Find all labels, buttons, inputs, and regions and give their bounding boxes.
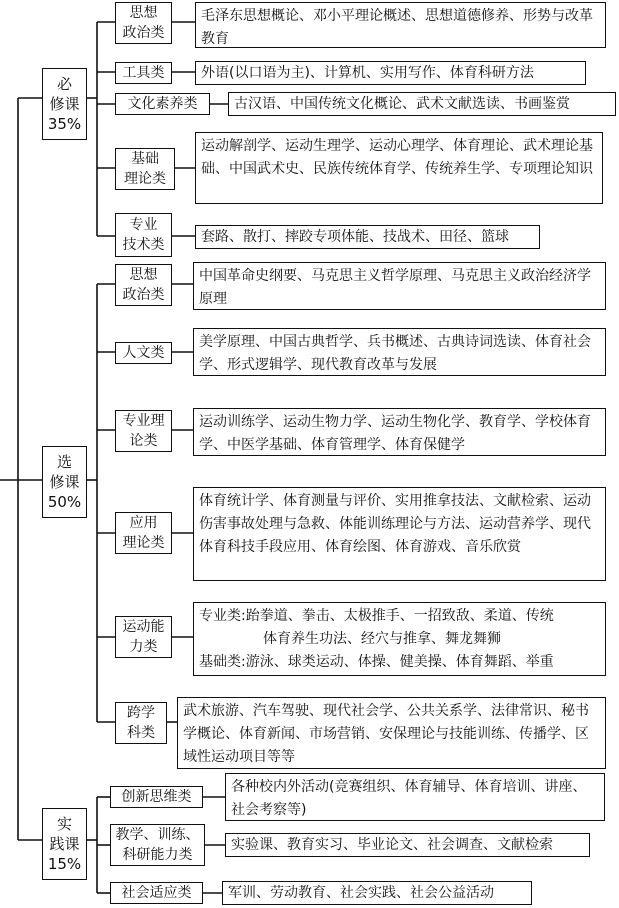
category-box: 运动能 力类 xyxy=(115,616,172,658)
course-list-box: 毛泽东思想概论、邓小平理论概述、思想道德修养、形势与改革教育 xyxy=(195,2,606,48)
course-list-box: 外语(以口语为主)、计算机、实用写作、体育科研方法 xyxy=(195,61,586,85)
category-box: 人文类 xyxy=(115,342,172,364)
category-box: 思想 政治类 xyxy=(115,2,172,44)
course-list-box: 武术旅游、汽车驾驶、现代社会学、公共关系学、法律常识、秘书学概论、体育新闻、市场营销、安保理论与技能训练、传播学、区域性运动项目等等 xyxy=(177,697,606,769)
course-list-box: 军训、劳动教育、社会实践、社会公益活动 xyxy=(222,881,532,905)
category-box: 社会适应类 xyxy=(110,882,203,904)
category-box: 创新思维类 xyxy=(110,786,203,808)
course-list-box xyxy=(193,602,606,676)
course-list-box: 各种校内外活动(竞赛组织、体育辅导、体育培训、讲座、社会考察等) xyxy=(225,773,605,821)
category-box: 思想 政治类 xyxy=(115,264,172,306)
category-box: 跨学 科类 xyxy=(115,702,167,744)
course-list-box: 套路、散打、摔跤专项体能、技战术、田径、篮球 xyxy=(195,225,540,249)
category-box: 专业理 论类 xyxy=(115,410,172,452)
course-list-box: 运动训练学、运动生物力学、运动生物化学、教育学、学校体育学、中医学基础、体育管理学、体育保健学 xyxy=(193,408,606,456)
practice-course-box: 实 践课 15% xyxy=(42,808,87,880)
required-course-box: 必 修课 35% xyxy=(42,68,87,140)
course-list-box: 美学原理、中国古典哲学、兵书概述、古典诗词选读、体育社会学、形式逻辑学、现代教育改革与发展 xyxy=(193,328,606,376)
category-box: 专业 技术类 xyxy=(115,213,172,257)
course-list-line: 专业类:跆拳道、拳击、太极推手、一招致敌、柔道、传统 xyxy=(199,608,554,624)
category-box: 文化素养类 xyxy=(115,93,210,115)
course-list-line: 体育养生功法、经穴与推拿、舞龙舞狮 xyxy=(263,631,501,647)
category-box: 基础 理论类 xyxy=(115,148,175,190)
course-list-box: 运动解剖学、运动生理学、运动心理学、体育理论、武术理论基础、中国武术史、民族传统体育学、传统养生学、专项理论知识 xyxy=(195,132,603,204)
category-box: 工具类 xyxy=(115,62,172,84)
elective-course-box: 选 修课 50% xyxy=(42,446,87,518)
category-box: 应用 理论类 xyxy=(115,512,172,554)
course-list-box: 体育统计学、体育测量与评价、实用推拿技法、文献检索、运动伤害事故处理与急救、体能训练理论与方法、运动营养学、现代体育科技手段应用、体育绘图、体育游戏、音乐欣赏 xyxy=(193,487,606,581)
category-box: 教学、训练、 科研能力类 xyxy=(110,824,205,866)
course-list-line: 基础类:游泳、球类运动、体操、健美操、体育舞蹈、举重 xyxy=(199,654,554,670)
course-list-box: 中国革命史纲要、马克思主义哲学原理、马克思主义政治经济学原理 xyxy=(193,262,606,310)
course-list-box: 实验课、教育实习、毕业论文、社会调查、文献检索 xyxy=(225,833,590,857)
course-list-box: 古汉语、中国传统文化概论、武术文献选读、书画鉴赏 xyxy=(228,92,616,116)
